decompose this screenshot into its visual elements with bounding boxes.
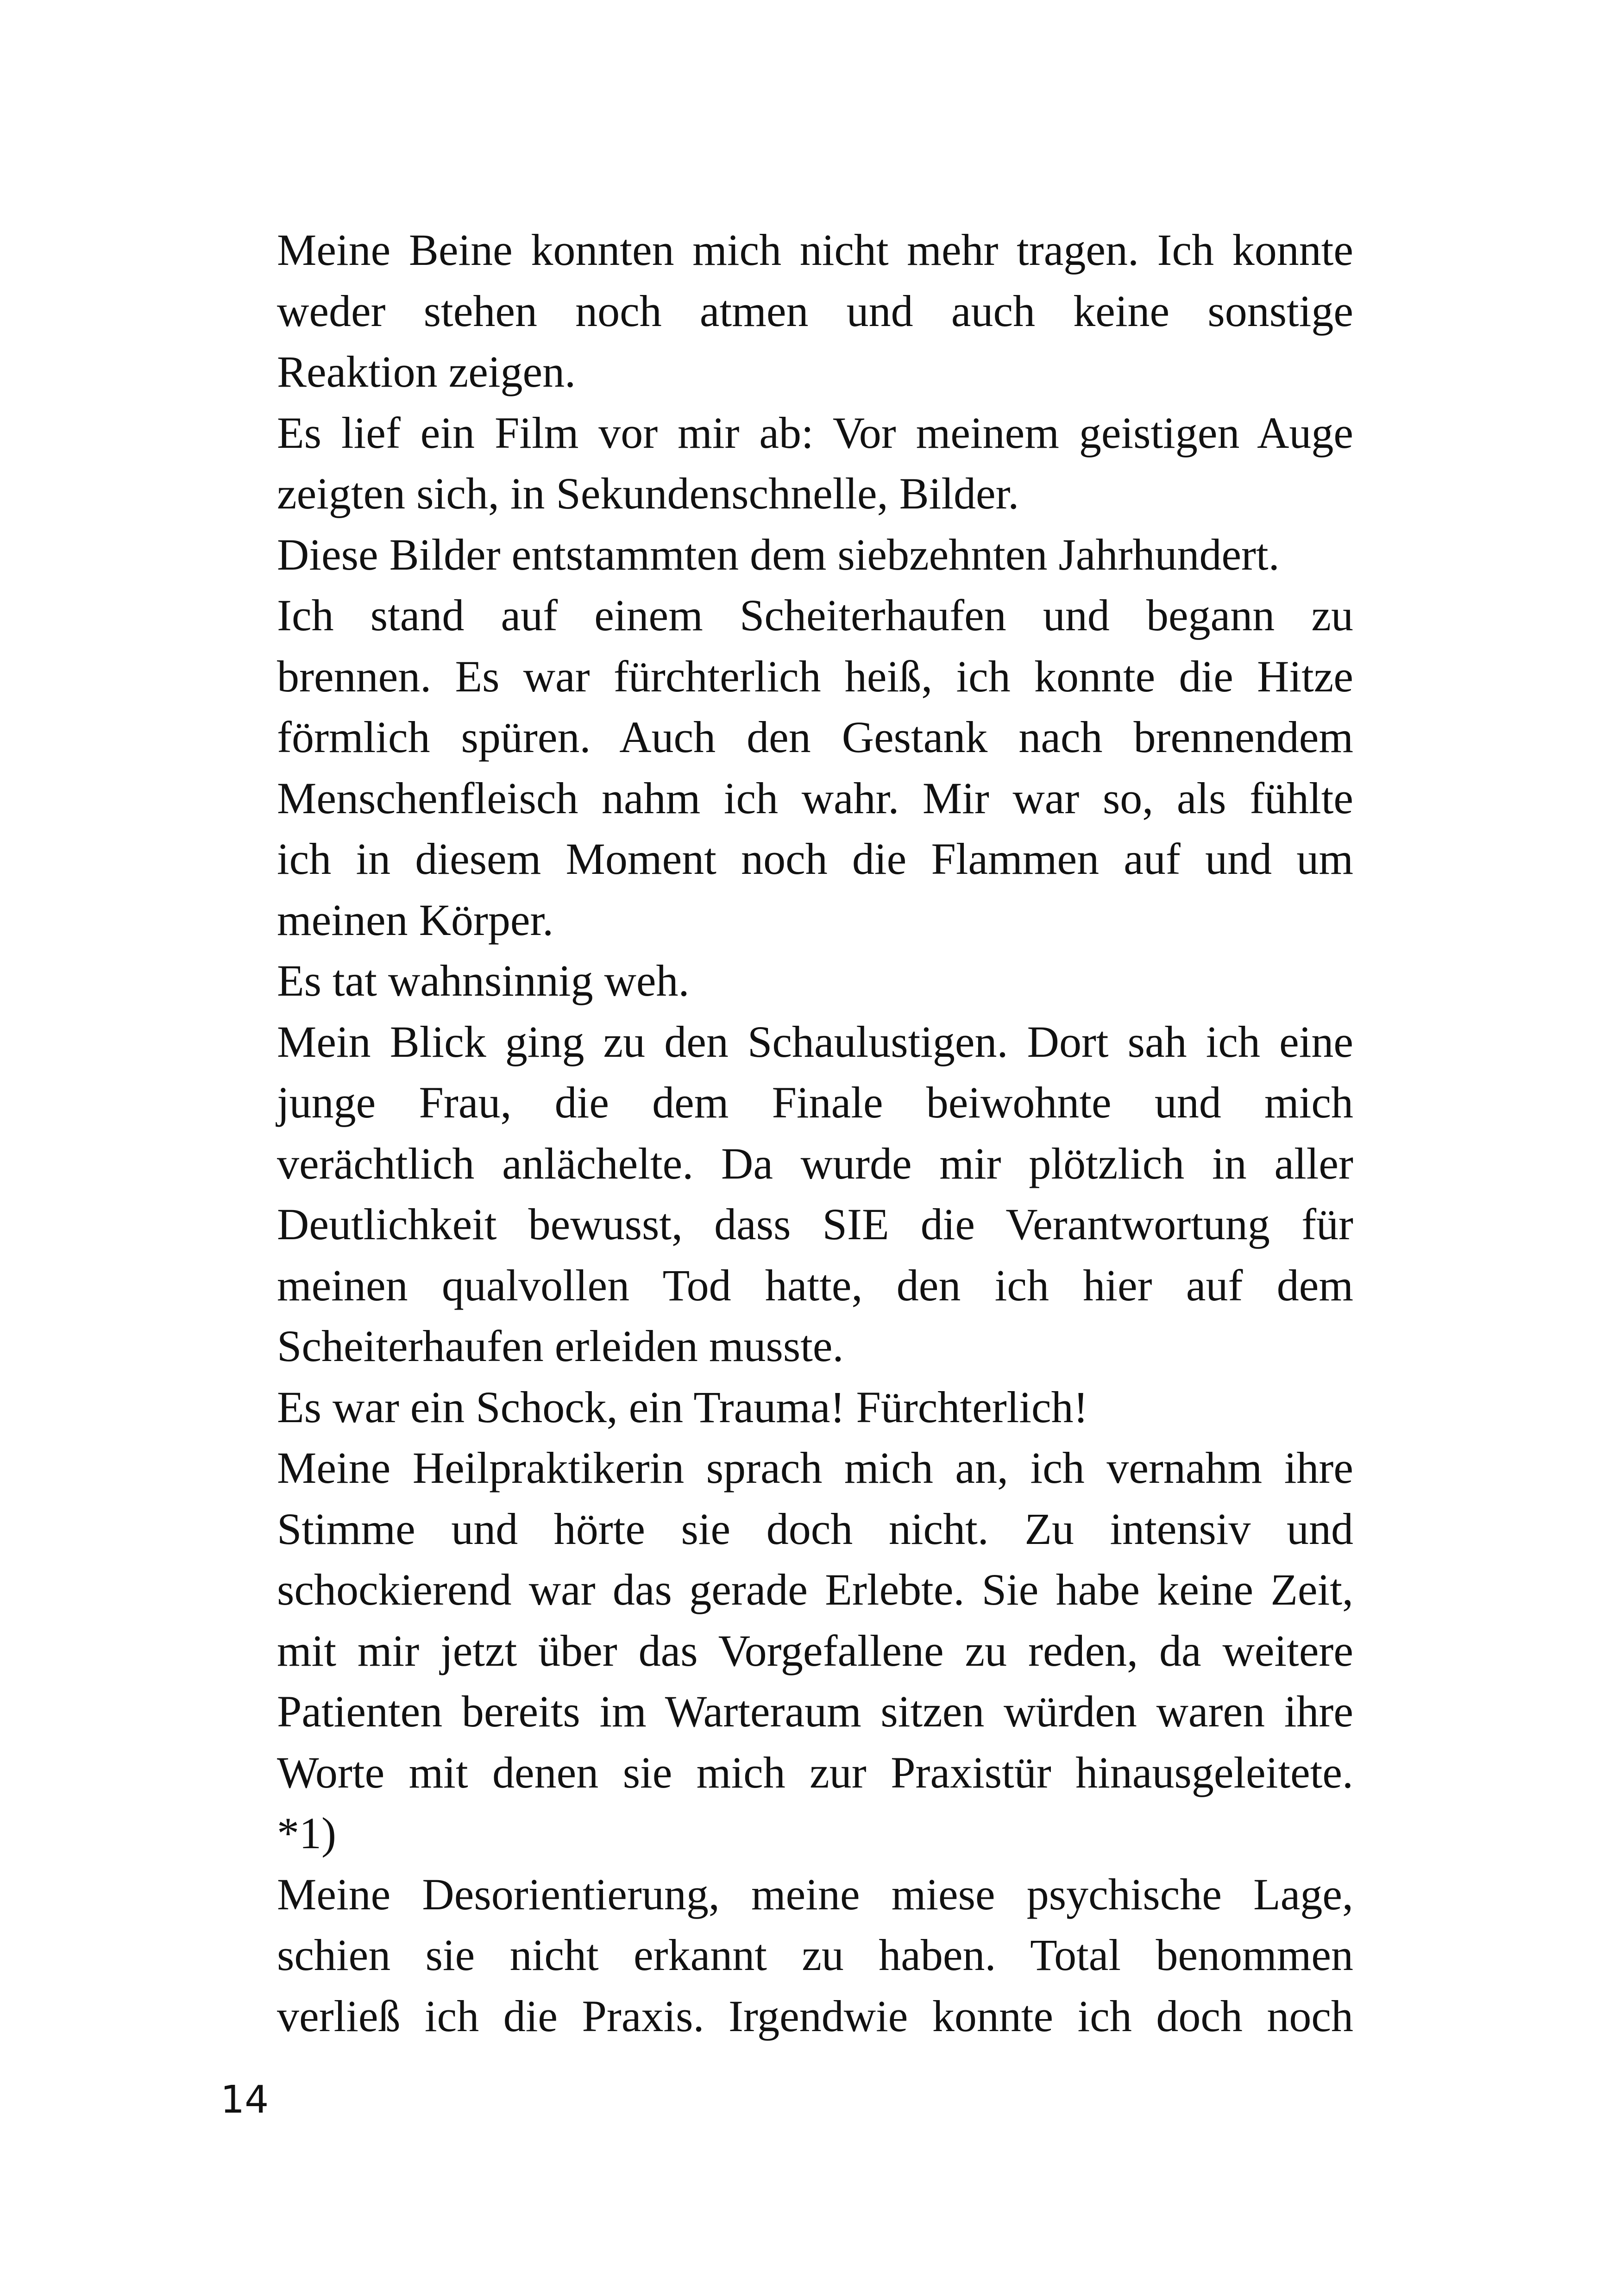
text-line: Es tat wahnsinnig weh. bbox=[277, 956, 690, 1005]
text-line: Es war ein Schock, ein Trauma! Fürchterlich! bbox=[277, 1382, 1088, 1432]
text-line: förmlich spüren. Auch den Gestank nach brennendem bbox=[277, 712, 1353, 762]
text-line: brennen. Es war fürchterlich heiß, ich konnte die Hitze bbox=[277, 651, 1353, 701]
text-line: Worte mit denen sie mich zur Praxistür hinausgeleitete. bbox=[277, 1747, 1353, 1797]
text-line: junge Frau, die dem Finale beiwohnte und mich bbox=[277, 1078, 1353, 1127]
text-line: Es lief ein Film vor mir ab: Vor meinem geistigen Auge bbox=[277, 408, 1353, 458]
text-line: meinen qualvollen Tod hatte, den ich hier auf dem bbox=[277, 1260, 1353, 1310]
text-line: ich in diesem Moment noch die Flammen auf und um bbox=[277, 834, 1353, 884]
text-line: Meine Heilpraktikerin sprach mich an, ich vernahm ihre bbox=[277, 1443, 1353, 1493]
text-line: Scheiterhaufen erleiden musste. bbox=[277, 1321, 844, 1371]
text-line: schockierend war das gerade Erlebte. Sie habe keine Zeit, bbox=[277, 1565, 1353, 1614]
body-text bbox=[277, 220, 1353, 2046]
text-line: Meine Beine konnten mich nicht mehr tragen. Ich konnte bbox=[277, 225, 1353, 275]
text-line: *1) bbox=[277, 1808, 336, 1858]
text-line: schien sie nicht erkannt zu haben. Total benommen bbox=[277, 1930, 1353, 1980]
page-number: 14 bbox=[220, 2078, 269, 2122]
text-line: Ich stand auf einem Scheiterhaufen und begann zu bbox=[277, 590, 1353, 640]
text-line: Mein Blick ging zu den Schaulustigen. Dort sah ich eine bbox=[277, 1016, 1353, 1066]
text-line: verächtlich anlächelte. Da wurde mir plötzlich in aller bbox=[277, 1138, 1353, 1188]
text-line: Reaktion zeigen. bbox=[277, 347, 576, 396]
text-line: Stimme und hörte sie doch nicht. Zu intensiv und bbox=[277, 1504, 1353, 1554]
text-line: mit mir jetzt über das Vorgefallene zu reden, da weitere bbox=[277, 1625, 1353, 1675]
text-line: weder stehen noch atmen und auch keine sonstige bbox=[277, 286, 1353, 336]
text-line: Meine Desorientierung, meine miese psychische Lage, bbox=[277, 1869, 1353, 1919]
text-line: verließ ich die Praxis. Irgendwie konnte ich doch noch bbox=[277, 1991, 1353, 2041]
text-line: Deutlichkeit bewusst, dass SIE die Verantwortung für bbox=[277, 1199, 1353, 1249]
text-line: Patienten bereits im Warteraum sitzen würden waren ihre bbox=[277, 1687, 1353, 1736]
text-line: meinen Körper. bbox=[277, 895, 554, 945]
text-line: Menschenfleisch nahm ich wahr. Mir war so, als fühlte bbox=[277, 773, 1353, 823]
text-line: Diese Bilder entstammten dem siebzehnten Jahrhundert. bbox=[277, 529, 1280, 579]
text-line: zeigten sich, in Sekundenschnelle, Bilder. bbox=[277, 469, 1019, 518]
